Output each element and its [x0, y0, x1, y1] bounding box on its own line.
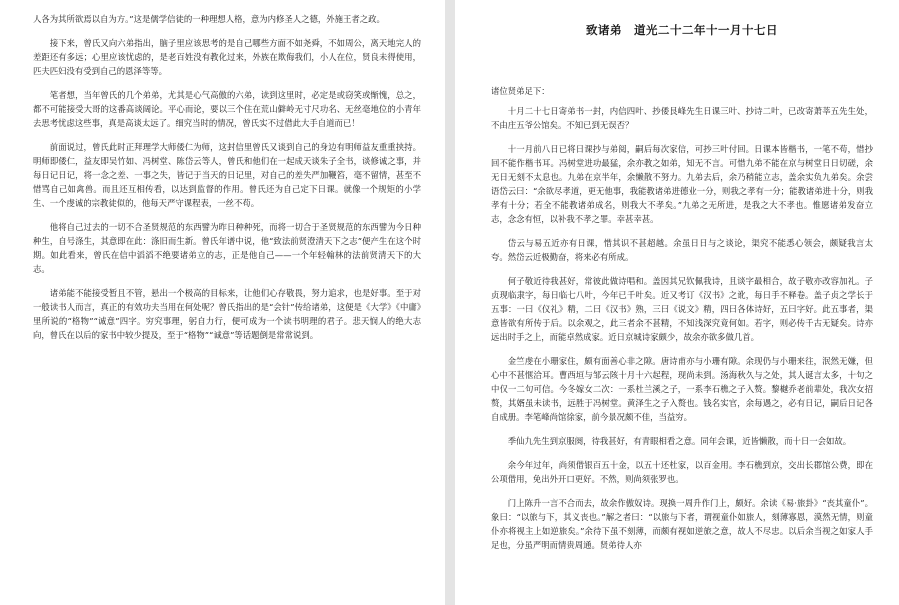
page-divider [445, 0, 455, 605]
left-paragraph-1: 人各为其所欲焉以自为方。”这是儒学信徒的一种理想人格，意为内修圣人之德，外施王者之政。 [33, 14, 385, 24]
right-paragraph-8: 门上陈升一言不合而去，故余作傲奴诗。现换一周升作门上，颇好。余读《易·旅卦》“丧其童仆”。象曰：“以旅与下，其义丧也。”解之者曰：“以旅与下者，谓视童仆如旅人，刻薄寡恩，漠然无情，则童仆亦将视主上如逆旅矣。”余待下虽不刻薄，而颇有视如逆旅之意，故人不尽忠。以后余当视之如家人手足也，分虽严明而情贵周通。贤弟待人亦 [491, 498, 873, 550]
right-paragraph-2: 十一月前八日已将日课抄与弟阅，嗣后每次家信，可抄三叶付回。日课本皆楷书，一笔不苟，惜抄回不能作楷书耳。冯树堂进功最猛，余亦教之如弟，知无不言。可惜九弟不能在京与树堂日日切磋，余无日无刻不太息也。九弟在京半年，余懒散不努力。九弟去后，余乃稍能立志，盖余实负九弟矣。余尝语岱云曰：“余欲尽孝道，更无他事，我能教诸弟进德业一分，则我之孝有一分；能教诸弟进十分，则我孝有十分；若全不能教诸弟成名，则我大不孝矣。”九弟之无所进，是我之大不孝也。惟愿诸弟发奋立志，念念有恒，以补我不孝之罪。幸甚幸甚。 [491, 144, 873, 224]
right-paragraph-5: 金竺虔在小珊家住，颇有面善心非之隙。唐诗甫亦与小珊有隙。余现仍与小珊来往，泯然无嫌，但心中不甚惬洽耳。曹西垣与邹云陔十月十六起程，现尚未到。汤海秋久与之处，其人诞言太多，十句之中仅一二句可信。今冬嫁女二次：一系杜兰溪之子，一系李石樵之子入赘。黎樾乔老前辈处，我次女招赘，其婿虽未读书，远胜于冯树堂。黄泽生之子入赘也。钱名实官，余每遇之，必有日记，嗣后日记各自成册。李笔峰尚馆徐家，前今景况颇不佳，当益穷。 [491, 356, 873, 422]
right-paragraph-1: 十月二十七日寄弟书一封，内信四叶、抄倭艮峰先生日课三叶、抄诗二叶，已改寄萧莘五先生处，不由庄五爷公馆矣。不知已到无误否？ [491, 106, 873, 130]
right-paragraph-7: 余今年过年，尚须借银百五十金，以五十还杜家，以百金用。李石樵到京，交出长郡馆公费，即在公项借用，免出外开口更好。不然，则尚须张罗也。 [491, 460, 873, 484]
right-paragraph-4: 何子敬近待我甚好，常彼此做诗唱和。盖因其兄钦佩我诗，且谈字最相合，故子敬亦改容加礼。子贞现临隶字，每日临七八叶，今年已千叶矣。近又考订《汉书》之讹，每日手不释卷。盖子贞之学长于五事：一曰《仪礼》精，二曰《汉书》熟，三曰《说文》精，四曰各体诗好，五曰字好。此五事者，渠意皆欲有所传于后。以余观之，此三者余不甚精，不知浅深究竟何如。若字，则必传千古无疑矣。诗亦远出时手之上，而能卓然成家。近日京城诗家颇少，故余亦欲多做几首。 [491, 276, 873, 342]
left-paragraph-3: 笔者想，当年曾氏的几个弟弟，尤其是心气高傲的六弟，读到这里时，必定是或窃笑或惭愧，总之，都不可能接受大哥的这番高谈阔论。平心而论，要以三个住在荒山僻岭无寸尺功名、无丝毫地位的小青年去思考忧虑这些事，真是高谈太远了。细究当时的情况，曾氏实不过借此大手自道而已！ [33, 90, 421, 128]
letter-title: 致诸弟 道光二十二年十一月十七日 [586, 23, 778, 37]
left-paragraph-5: 他将自己过去的一切不合圣贤规范的东西譬为昨日种种死，而将一切合于圣贤规范的东西譬为今日种种生，自号涤生，其意即在此：涤旧而生新。曾氏年谱中说，他“致法前贤澄清天下之志”便产生在这个时期。如此看来，曾氏在信中滔滔不绝要诸弟立的志，正是他自己——一个年轻翰林的法前贤清天下的大志。 [33, 222, 421, 274]
left-paragraph-2: 接下来，曾氏又向六弟指出，脑子里应该思考的是自己哪些方面不如尧舜，不如周公，离天地完人的差距还有多远；心里应该忧虑的，是老百姓没有教化过来，外族在欺侮我们，小人在位，贤良未得使用，匹夫匹妇没有受到自己的恩泽等等。 [33, 38, 421, 76]
right-paragraph-3: 岱云与易五近亦有日课，惜其识不甚超越。余虽日日与之谈论，渠究不能悉心领会，颇疑我言太夸。然岱云近极勤奋，将来必有所成。 [491, 238, 873, 262]
left-page [0, 0, 445, 605]
left-paragraph-4: 前面说过，曾氏此时正拜理学大师倭仁为师，这封信里曾氏又谈到自己的身边有明师益友重重挟持。明师即倭仁，益友即吴竹如、冯树堂、陈岱云等人，曾氏和他们在一起成天谈朱子全书，谈修诚之事，并每日记日记，将一念之差、一事之失，皆记于当天的日记里，对自己的差失严加鞭笞，毫不留情，甚至不惜骂自己如禽兽。而且还互相传看，以达到监督的作用。曾氏还为自己定下日课。就像一个规矩的小学生、一个虔诚的宗教徒似的，他每天严守课程表，一丝不苟。 [33, 142, 421, 208]
left-paragraph-6: 诸弟能不能接受暂且不管，悬出一个极高的目标来，让他们心存敬畏，努力追求，也是好事。至于对一般读书人而言，真正的有效功夫当用在何处呢？曾氏指出的是“会针”传给诸弟，这便是《大学》《中庸》里所说的“格物”“诚意”四字。穷究事理，躬自力行，便可成为一个读书明理的君子。悲天悯人的绝大志向，曾氏在以后的家书中较少提及，至于“格物”“诚意”等话题倒是常常说到。 [33, 288, 421, 340]
letter-salutation: 诸位贤弟足下： [491, 86, 550, 96]
right-page [455, 0, 899, 605]
right-paragraph-6: 季仙九先生到京服阕，待我甚好，有青眼相看之意。同年会课，近皆懒散，而十日一会如故。 [507, 436, 852, 446]
